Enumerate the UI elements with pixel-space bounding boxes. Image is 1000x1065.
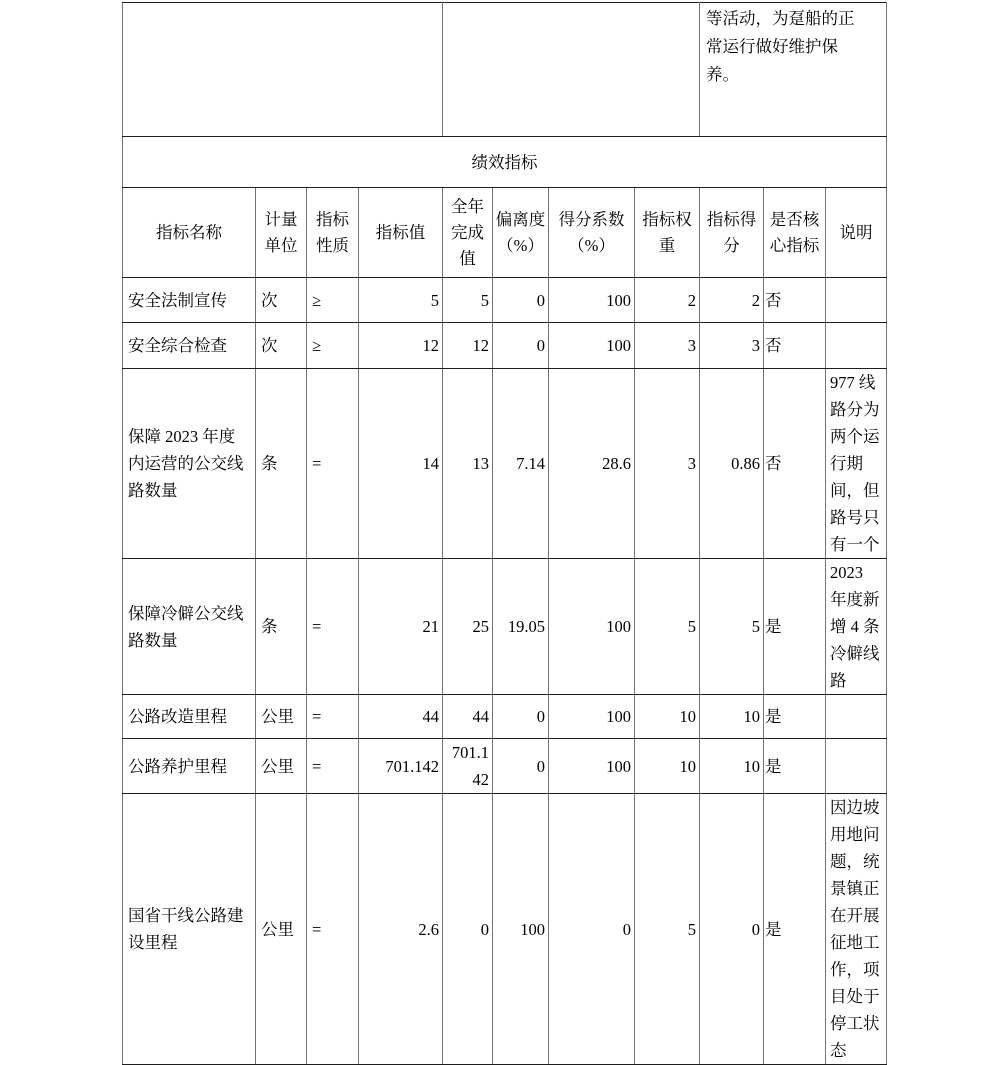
- cell-target-value: 12: [359, 323, 443, 369]
- cell-nature: =: [307, 794, 359, 1065]
- header-nature: 指标 性质: [307, 188, 359, 278]
- cell-score-coefficient: 100: [549, 559, 635, 695]
- cell-nature: =: [307, 695, 359, 739]
- header-weight: 指标权 重: [635, 188, 700, 278]
- cell-nature: ≥: [307, 323, 359, 369]
- cell-score: 10: [700, 739, 764, 794]
- cell-deviation: 0: [493, 695, 549, 739]
- cell-remark: 因边坡 用地问 题，统 景镇正 在开展 征地工 作，项 目处于 停工状 态: [826, 794, 887, 1065]
- header-is-core: 是否核 心指标: [764, 188, 826, 278]
- cell-indicator-name: 国省干线公路建 设里程: [123, 794, 256, 1065]
- cell-score: 10: [700, 695, 764, 739]
- header-score: 指标得 分: [700, 188, 764, 278]
- cell-score-coefficient: 0: [549, 794, 635, 1065]
- cell-remark: [826, 739, 887, 794]
- cell-score: 0: [700, 794, 764, 1065]
- section-title-row: [123, 137, 887, 188]
- cell-weight: 10: [635, 739, 700, 794]
- cell-is-core: 是: [764, 794, 826, 1065]
- cell-target-value: 21: [359, 559, 443, 695]
- cell-is-core: 否: [764, 323, 826, 369]
- table-row: [123, 278, 887, 323]
- cell-indicator-name: 安全法制宣传: [123, 278, 256, 323]
- cell-completed-value: 25: [443, 559, 493, 695]
- cell-remark: 2023 年度新 增 4 条 冷僻线 路: [826, 559, 887, 695]
- cell-target-value: 2.6: [359, 794, 443, 1065]
- performance-table: [122, 2, 887, 1065]
- header-unit: 计量 单位: [256, 188, 307, 278]
- cell-deviation: 100: [493, 794, 549, 1065]
- cell-score-coefficient: 100: [549, 323, 635, 369]
- cell-completed-value: 44: [443, 695, 493, 739]
- cell-completed-value: 701.1 42: [443, 739, 493, 794]
- table-row: [123, 794, 887, 1065]
- table-row: [123, 323, 887, 369]
- cell-unit: 条: [256, 559, 307, 695]
- cell-remark: [826, 278, 887, 323]
- header-indicator-name: 指标名称: [123, 188, 256, 278]
- cell-weight: 5: [635, 794, 700, 1065]
- cell-score-coefficient: 100: [549, 278, 635, 323]
- header-completed-value: 全年 完成 值: [443, 188, 493, 278]
- cell-completed-value: 5: [443, 278, 493, 323]
- cell-deviation: 19.05: [493, 559, 549, 695]
- carryover-row: [123, 3, 887, 137]
- cell-score: 0.86: [700, 369, 764, 559]
- header-target-value: 指标值: [359, 188, 443, 278]
- cell-unit: 条: [256, 369, 307, 559]
- cell-score: 2: [700, 278, 764, 323]
- cell-nature: ≥: [307, 278, 359, 323]
- cell-is-core: 否: [764, 369, 826, 559]
- cell-indicator-name: 公路养护里程: [123, 739, 256, 794]
- cell-is-core: 否: [764, 278, 826, 323]
- cell-weight: 10: [635, 695, 700, 739]
- cell-weight: 3: [635, 369, 700, 559]
- cell-completed-value: 13: [443, 369, 493, 559]
- carryover-cell-right: 等活动，为趸船的正 常运行做好维护保 养。: [700, 3, 887, 137]
- cell-weight: 2: [635, 278, 700, 323]
- cell-deviation: 0: [493, 323, 549, 369]
- cell-is-core: 是: [764, 739, 826, 794]
- cell-weight: 5: [635, 559, 700, 695]
- cell-score: 5: [700, 559, 764, 695]
- cell-indicator-name: 公路改造里程: [123, 695, 256, 739]
- cell-completed-value: 0: [443, 794, 493, 1065]
- cell-score: 3: [700, 323, 764, 369]
- header-deviation: 偏离度 （%）: [493, 188, 549, 278]
- cell-unit: 次: [256, 278, 307, 323]
- cell-indicator-name: 保障冷僻公交线 路数量: [123, 559, 256, 695]
- cell-unit: 公里: [256, 794, 307, 1065]
- cell-weight: 3: [635, 323, 700, 369]
- cell-deviation: 0: [493, 739, 549, 794]
- carryover-cell-middle: [443, 3, 700, 137]
- cell-target-value: 5: [359, 278, 443, 323]
- cell-deviation: 7.14: [493, 369, 549, 559]
- cell-unit: 次: [256, 323, 307, 369]
- header-remark: 说明: [826, 188, 887, 278]
- cell-indicator-name: 安全综合检查: [123, 323, 256, 369]
- cell-deviation: 0: [493, 278, 549, 323]
- cell-nature: =: [307, 369, 359, 559]
- cell-is-core: 是: [764, 559, 826, 695]
- cell-remark: [826, 323, 887, 369]
- cell-nature: =: [307, 739, 359, 794]
- cell-unit: 公里: [256, 695, 307, 739]
- section-title: 绩效指标: [123, 137, 887, 188]
- table-header-row: [123, 188, 887, 278]
- cell-nature: =: [307, 559, 359, 695]
- table-row: [123, 739, 887, 794]
- cell-unit: 公里: [256, 739, 307, 794]
- table-row: [123, 695, 887, 739]
- carryover-cell-left: [123, 3, 443, 137]
- cell-target-value: 701.142: [359, 739, 443, 794]
- cell-completed-value: 12: [443, 323, 493, 369]
- cell-target-value: 14: [359, 369, 443, 559]
- table-row: [123, 369, 887, 559]
- cell-target-value: 44: [359, 695, 443, 739]
- cell-indicator-name: 保障 2023 年度 内运营的公交线 路数量: [123, 369, 256, 559]
- cell-is-core: 是: [764, 695, 826, 739]
- cell-score-coefficient: 100: [549, 695, 635, 739]
- table-row: [123, 559, 887, 695]
- cell-score-coefficient: 100: [549, 739, 635, 794]
- cell-remark: 977 线 路分为 两个运 行期 间，但 路号只 有一个: [826, 369, 887, 559]
- header-score-coefficient: 得分系数 （%）: [549, 188, 635, 278]
- cell-remark: [826, 695, 887, 739]
- cell-score-coefficient: 28.6: [549, 369, 635, 559]
